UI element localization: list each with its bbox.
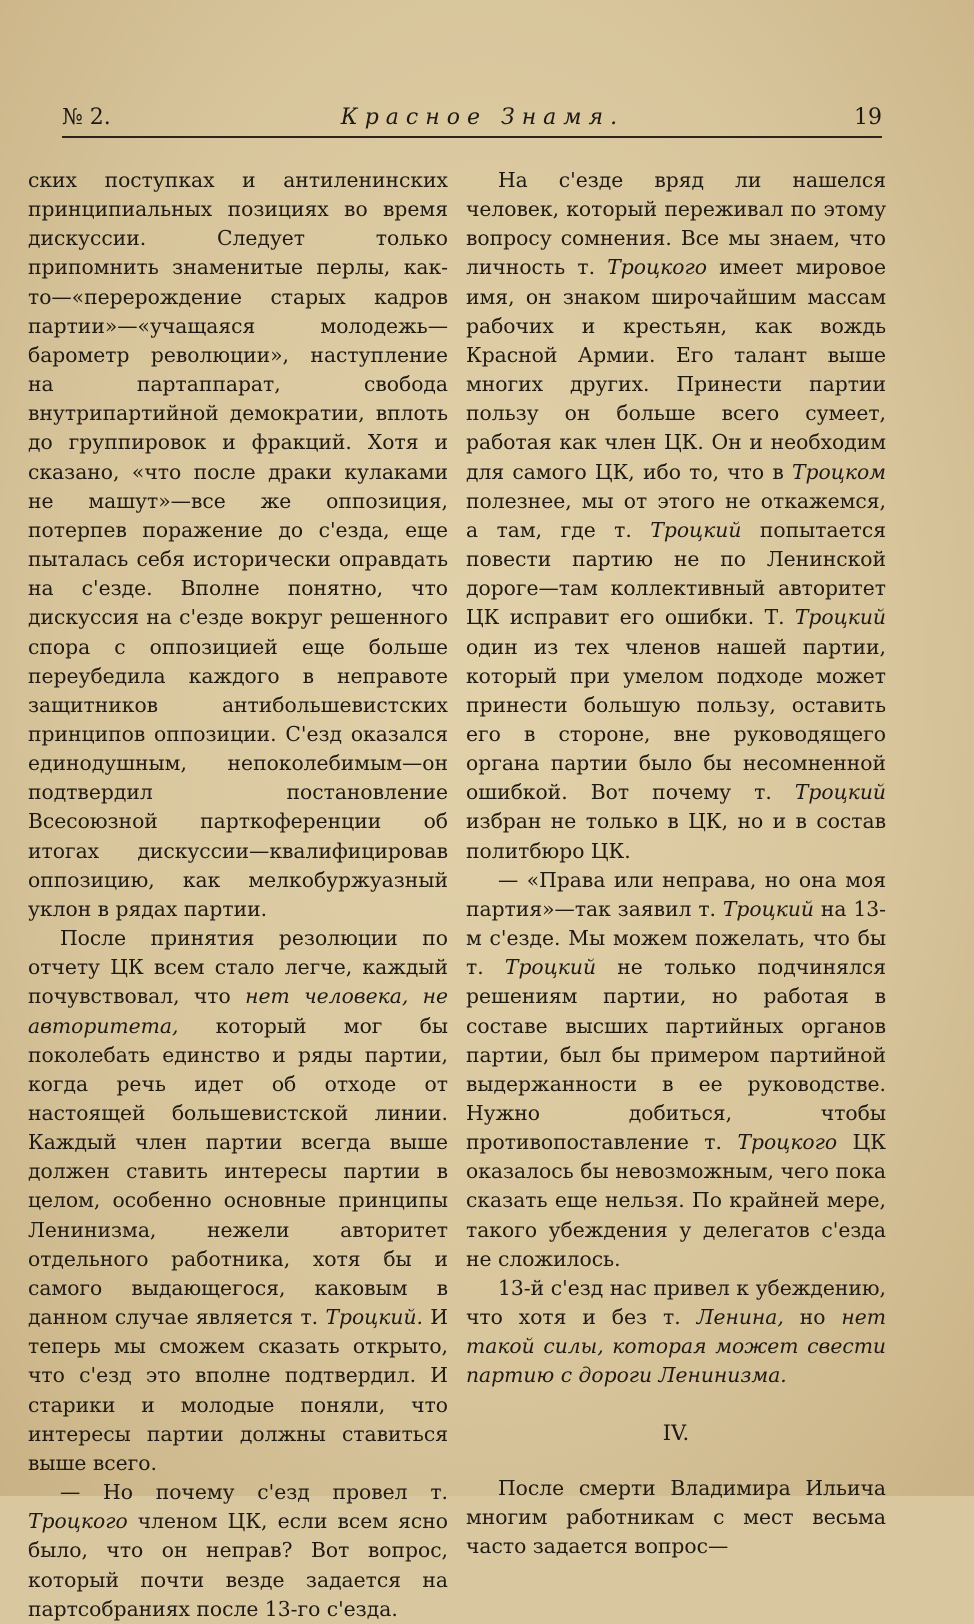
right-paragraph-1: На с'езде вряд ли нашелся человек, который переживал по этому вопросу сомнения. Все мы знаем, что личность т. Троцкого имеет мировое имя, он знаком широчайшим массам рабочих и крестьян, как вождь Красной Армии. Его талант выше многих других. Принести партии пользу он больше всего сумеет, работая как член ЦК. Он и необходим для самого ЦК, ибо то, что в Троцком полезнее, мы от этого не откажемся, а там, где т. Троцкий попытается повести партию не по Ленинской дороге—там коллективный авторитет ЦК исправит его ошибки. Т. Троцкий один из тех членов нашей партии, который при умелом подходе может принести большую пользу, оставить его в стороне, вне руководящего органа партии было бы несомненной ошибкой. Вот почему т. Троцкий избран не только в ЦК, но и в состав политбюро ЦК. xyxy=(466,168,886,863)
running-header xyxy=(62,104,882,138)
italic-name: Троцкий xyxy=(794,780,886,805)
italic-name: Троцкий xyxy=(650,517,742,542)
right-paragraph-3: 13-й с'езд нас привел к убеждению, что хотя и без т. Ленина, но нет такой силы, которая может свести партию с дороги Ленинизма. xyxy=(466,1275,886,1388)
italic-phrase: нет человека, не авторитета, xyxy=(28,984,448,1038)
italic-name: Троцкий xyxy=(504,955,597,980)
italic-name: Троцкого xyxy=(28,1509,128,1534)
page-number: 19 xyxy=(853,105,882,130)
left-paragraph-1: ских поступках и антиленинских принципиальных позициях во время дискуссии. Следует только припомнить знаменитые перлы, как-то—«перерождение старых кадров партии»—«учащаяся молодежь—барометр революции», наступление на партаппарат, свобода внутрипартийной демократии, вплоть до группировок и фракций. Хотя и сказано, «что после драки кулаками не машут»—все же оппозиция, потерпев поражение до с'езда, еще пыталась себя исторически оправдать на с'езде. Вполне понятно, что дискуссия на с'езде вокруг решенного спора с оппозицией еще больше переубедила каждого в неправоте защитников антибольшевистских принципов оппозиции. С'езд оказался единодушным, непоколебимым—он подтвердил постановление Всесоюзной парткоференции об итогах дискуссии—квалифицировав оппозицию, как мелкобуржуазный уклон в рядах партии. xyxy=(28,168,448,921)
italic-phrase: нет такой силы, которая может свести партию с дороги Ленинизма. xyxy=(466,1305,886,1388)
italic-name: Ленина, xyxy=(696,1305,784,1330)
italic-name: Троцкий xyxy=(722,896,814,921)
italic-name: Троцкий. xyxy=(325,1305,423,1330)
left-paragraph-3: — Но почему с'езд провел т. Троцкого членом ЦК, если всем ясно было, что он неправ? Вот вопрос, который почти везде задается на партсобраниях после 13-го с'езда. xyxy=(28,1480,448,1621)
issue-number: № 2. xyxy=(62,105,111,130)
right-paragraph-2: — «Права или неправа, но она моя партия»—так заявил т. Троцкий на 13-м с'езде. Мы можем пожелать, что бы т. Троцкий не только подчинялся решениям партии, но работая в составе высших партийных органов партии, был бы примером партийной выдержанности в ее руководстве. Нужно добиться, чтобы противопоставление т. Троцкого ЦК оказалось бы невозможным, чего пока сказать еще нельзя. По крайней мере, такого убеждения у делегатов с'езда не сложилось. xyxy=(466,867,887,1271)
left-paragraph-2: После принятия резолюции по отчету ЦК всем стало легче, каждый почувствовал, что нет человека, не авторитета, который мог бы поколебать единство и ряды партии, когда речь идет об отходе от настоящей большевистской линии. Каждый член партии всегда выше должен ставить интересы партии в целом, особенно основные принципы Ленинизма, нежели авторитет отдельного работника, хотя бы и самого выдающегося, каковым в данном случае является т. Троцкий. И теперь мы сможем сказать открыто, что с'езд это вполне подтвердил. И старики и молодые поняли, что интересы партии должны ставиться выше всего. xyxy=(28,926,448,1475)
italic-name: Троцкий xyxy=(794,605,886,630)
right-paragraph-4: После смерти Владимира Ильича многим работникам с мест весьма часто задается вопрос— xyxy=(466,1475,886,1559)
left-column xyxy=(28,166,448,1624)
section-heading: IV. xyxy=(662,1420,690,1445)
italic-name: Троцкого xyxy=(607,255,707,280)
right-column xyxy=(466,166,886,1561)
italic-name: Троцкого xyxy=(737,1130,838,1155)
journal-title: Красное Знамя. xyxy=(340,105,625,130)
italic-name: Троцком xyxy=(791,459,886,484)
